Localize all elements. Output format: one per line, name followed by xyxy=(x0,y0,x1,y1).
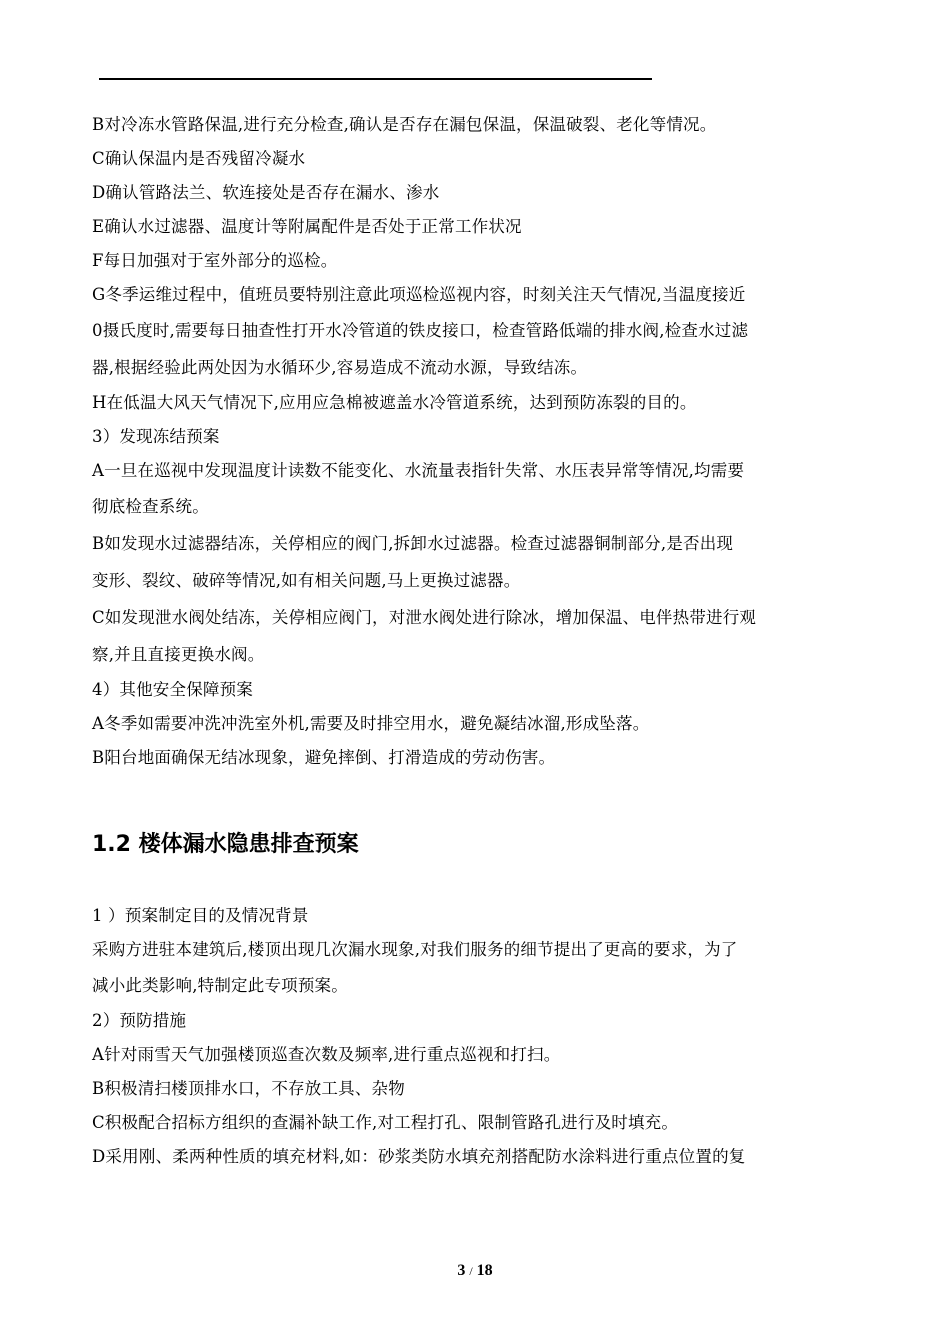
paragraph-line: C如发现泄水阀处结冻，关停相应阀门，对泄水阀处进行除冰，增加保温、电伴热带进行观 xyxy=(92,608,757,627)
spacer xyxy=(92,863,862,899)
paragraph-line: B对冷冻水管路保温,进行充分检查,确认是否存在漏包保温，保温破裂、老化等情况。 xyxy=(92,115,717,134)
page-separator: / xyxy=(469,1264,473,1278)
paragraph-line: 器,根据经验此两处因为水循环少,容易造成不流动水源，导致结冻。 xyxy=(92,358,588,377)
page-total: 18 xyxy=(476,1262,493,1279)
section-heading: 1.2 楼体漏水隐患排查预案 xyxy=(92,832,359,857)
paragraph-line: B如发现水过滤器结冻，关停相应的阀门,拆卸水过滤器。检查过滤器铜制部分,是否出现 xyxy=(92,534,734,553)
paragraph-line: C确认保温内是否残留冷凝水 xyxy=(92,149,306,168)
paragraph-line: E确认水过滤器、温度计等附属配件是否处于正常工作状况 xyxy=(92,217,522,236)
paragraph-line: 察,并且直接更换水阀。 xyxy=(92,645,265,664)
paragraph-line: H在低温大风天气情况下,应用应急棉被遮盖水冷管道系统，达到预防冻裂的目的。 xyxy=(92,393,697,412)
header-rule xyxy=(99,78,652,80)
paragraph-line: D采用刚、柔两种性质的填充材料,如：砂浆类防水填充剂搭配防水涂料进行重点位置的复 xyxy=(92,1147,746,1166)
paragraph-line: 采购方进驻本建筑后,楼顶出现几次漏水现象,对我们服务的细节提出了更高的要求，为了 xyxy=(92,940,738,959)
subsection-title: 1 ）预案制定目的及情况背景 xyxy=(92,906,309,925)
page-number xyxy=(0,1262,950,1280)
page-content xyxy=(92,108,862,1174)
paragraph-line: G冬季运维过程中，值班员要特别注意此项巡检巡视内容，时刻关注天气情况,当温度接近 xyxy=(92,285,746,304)
paragraph-line: A冬季如需要冲洗冲洗室外机,需要及时排空用水，避免凝结冰溜,形成坠落。 xyxy=(92,714,650,733)
subsection-title: 4）其他安全保障预案 xyxy=(92,680,253,699)
paragraph-line: B阳台地面确保无结冰现象，避免摔倒、打滑造成的劳动伤害。 xyxy=(92,748,556,767)
paragraph-line: F每日加强对于室外部分的巡检。 xyxy=(92,251,338,270)
paragraph-line: 彻底检查系统。 xyxy=(92,497,209,516)
subsection-title: 3）发现冻结预案 xyxy=(92,427,220,446)
paragraph-line: C积极配合招标方组织的查漏补缺工作,对工程打孔、限制管路孔进行及时填充。 xyxy=(92,1113,679,1132)
spacer xyxy=(92,775,862,827)
page-current: 3 xyxy=(457,1262,466,1279)
subsection-title: 2）预防措施 xyxy=(92,1011,187,1030)
paragraph-line: A一旦在巡视中发现温度计读数不能变化、水流量表指针失常、水压表异常等情况,均需要 xyxy=(92,461,745,480)
paragraph-line: B积极清扫楼顶排水口，不存放工具、杂物 xyxy=(92,1079,405,1098)
paragraph-line: A针对雨雪天气加强楼顶巡查次数及频率,进行重点巡视和打扫。 xyxy=(92,1045,561,1064)
paragraph-line: D确认管路法兰、软连接处是否存在漏水、渗水 xyxy=(92,183,440,202)
paragraph-line: 减小此类影响,特制定此专项预案。 xyxy=(92,976,348,995)
paragraph-line: 0摄氏度时,需要每日抽查性打开水冷管道的铁皮接口，检查管路低端的排水阀,检查水过滤 xyxy=(92,321,749,340)
paragraph-line: 变形、裂纹、破碎等情况,如有相关问题,马上更换过滤器。 xyxy=(92,571,521,590)
